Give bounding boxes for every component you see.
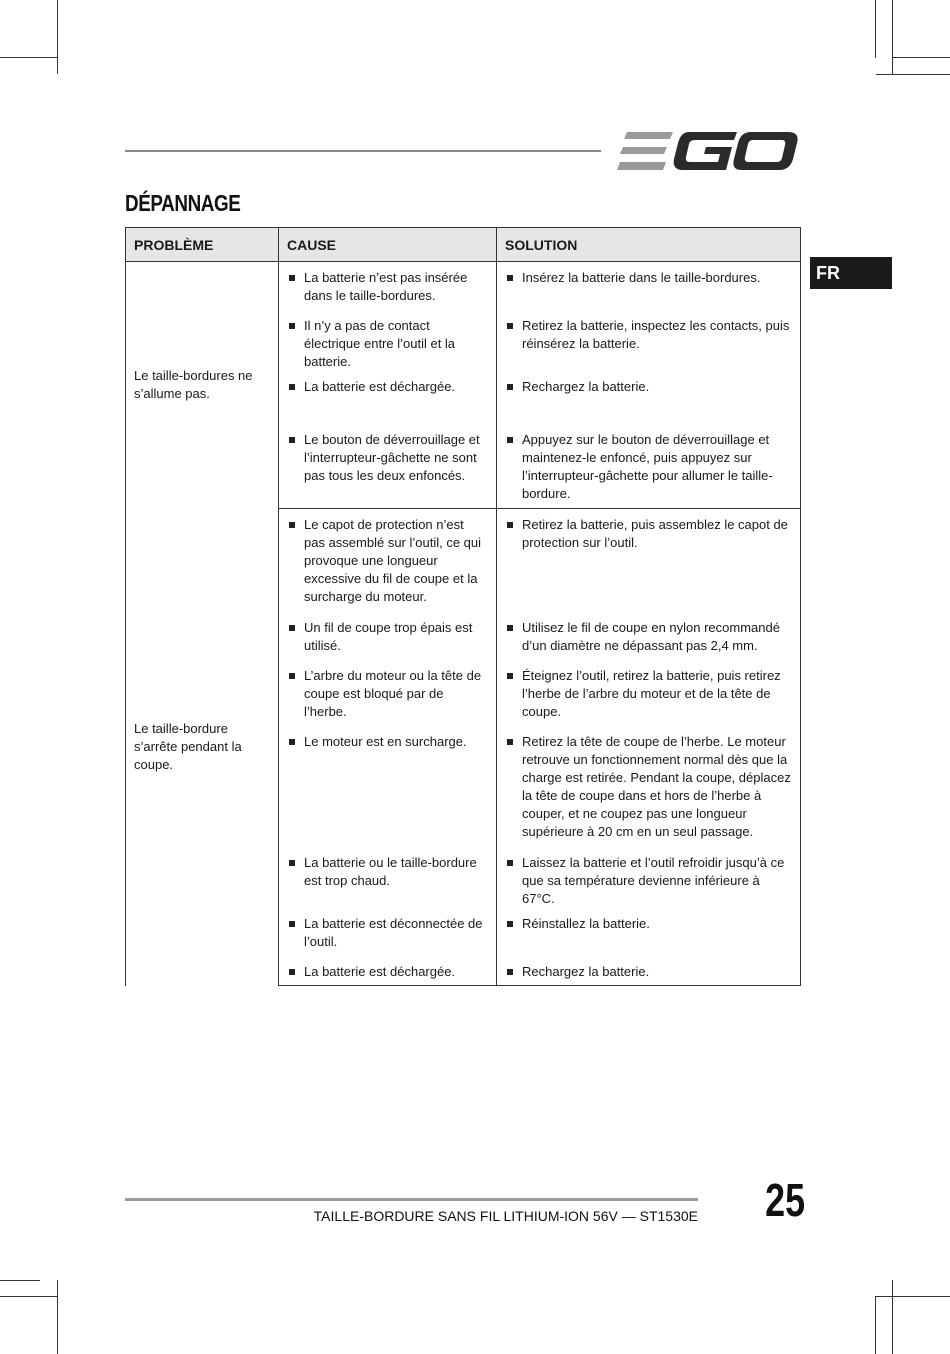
cause-item: Un fil de coupe trop épais est utilisé. bbox=[287, 619, 488, 655]
table-row bbox=[126, 262, 801, 310]
cause-item: Il n’y a pas de contact électrique entre l’outil et la batterie. bbox=[287, 317, 488, 371]
solution-item: Laissez la batterie et l’outil refroidir jusqu’à ce que sa température devienne inférieure à 67°C. bbox=[505, 854, 792, 908]
footer-product-title: TAILLE-BORDURE SANS FIL LITHIUM-ION 56V — ST1530E bbox=[313, 1208, 698, 1224]
crop-mark-top-left-v bbox=[57, 0, 58, 74]
problem-cell: Le taille-bordures ne s’allume pas. bbox=[126, 262, 279, 509]
crop-mark-top-left-h bbox=[0, 57, 58, 58]
crop-mark-bottom-left-h bbox=[0, 1296, 58, 1297]
header-cause: CAUSE bbox=[279, 228, 497, 262]
cause-item: L’arbre du moteur ou la tête de coupe est bloqué par de l’herbe. bbox=[287, 667, 488, 721]
header-rule bbox=[125, 150, 601, 152]
cause-item: La batterie est déchargée. bbox=[287, 963, 488, 981]
solution-item: Réinstallez la batterie. bbox=[505, 915, 792, 933]
solution-item: Rechargez la batterie. bbox=[505, 963, 792, 981]
cause-item: La batterie ou le taille-bordure est trop chaud. bbox=[287, 854, 488, 890]
section-title: DÉPANNAGE bbox=[125, 190, 241, 216]
crop-mark-bottom-left-v bbox=[57, 1280, 58, 1354]
problem-cell: Le taille-bordure s’arrête pendant la coupe. bbox=[126, 509, 279, 986]
language-tab: FR bbox=[810, 257, 892, 289]
solution-item: Retirez la tête de coupe de l’herbe. Le moteur retrouve un fonctionnement normal dès que la charge est retirée. Pendant la coupe, déplacez la tête de coupe dans et hors de l’herbe à couper, et ne coupez pas une longueur supérieure à 20 cm en un seul passage. bbox=[505, 733, 792, 841]
solution-item: Utilisez le fil de coupe en nylon recommandé d’un diamètre ne dépassant pas 2,4 mm. bbox=[505, 619, 792, 655]
table-header-row bbox=[126, 228, 801, 262]
cause-item: Le capot de protection n’est pas assemblé sur l’outil, ce qui provoque une longueur excessive du fil de coupe et la surcharge du moteur. bbox=[287, 516, 488, 606]
solution-item: Rechargez la batterie. bbox=[505, 378, 792, 396]
cause-item: La batterie est déconnectée de l’outil. bbox=[287, 915, 488, 951]
solution-item: Éteignez l’outil, retirez la batterie, puis retirez l’herbe de l’arbre du moteur et de la tête de coupe. bbox=[505, 667, 792, 721]
crop-mark-bottom-right-v bbox=[875, 1296, 876, 1354]
ego-logo-icon bbox=[617, 130, 799, 172]
solution-item: Retirez la batterie, inspectez les contacts, puis réinsérez la batterie. bbox=[505, 317, 792, 353]
cause-item: Le moteur est en surcharge. bbox=[287, 733, 488, 751]
solution-item: Insérez la batterie dans le taille-bordures. bbox=[505, 269, 792, 287]
crop-mark-top-right-v bbox=[875, 0, 876, 58]
solution-item: Appuyez sur le bouton de déverrouillage et maintenez-le enfoncé, puis appuyez sur l’interrupteur-gâchette pour allumer le taille-bordure. bbox=[505, 431, 792, 503]
crop-mark-top-right-h bbox=[892, 57, 950, 58]
cause-item: La batterie n’est pas insérée dans le taille-bordures. bbox=[287, 269, 488, 305]
crop-mark-top-right-h2 bbox=[876, 74, 950, 75]
crop-mark-bottom-right-v2 bbox=[892, 1280, 893, 1354]
footer-rule bbox=[125, 1198, 698, 1201]
header-problem: PROBLÈME bbox=[126, 228, 279, 262]
header-solution: SOLUTION bbox=[497, 228, 801, 262]
cause-item: La batterie est déchargée. bbox=[287, 378, 488, 396]
solution-item: Retirez la batterie, puis assemblez le capot de protection sur l’outil. bbox=[505, 516, 792, 552]
crop-mark-bottom-right-h bbox=[876, 1296, 950, 1297]
crop-mark-bottom-left-h2 bbox=[0, 1280, 40, 1281]
table-row bbox=[126, 509, 801, 612]
troubleshooting-table bbox=[125, 227, 801, 986]
cause-item: Le bouton de déverrouillage et l’interrupteur-gâchette ne sont pas tous les deux enfoncés. bbox=[287, 431, 488, 485]
page-number: 25 bbox=[765, 1174, 806, 1226]
crop-mark-top-right-v2 bbox=[892, 0, 893, 74]
